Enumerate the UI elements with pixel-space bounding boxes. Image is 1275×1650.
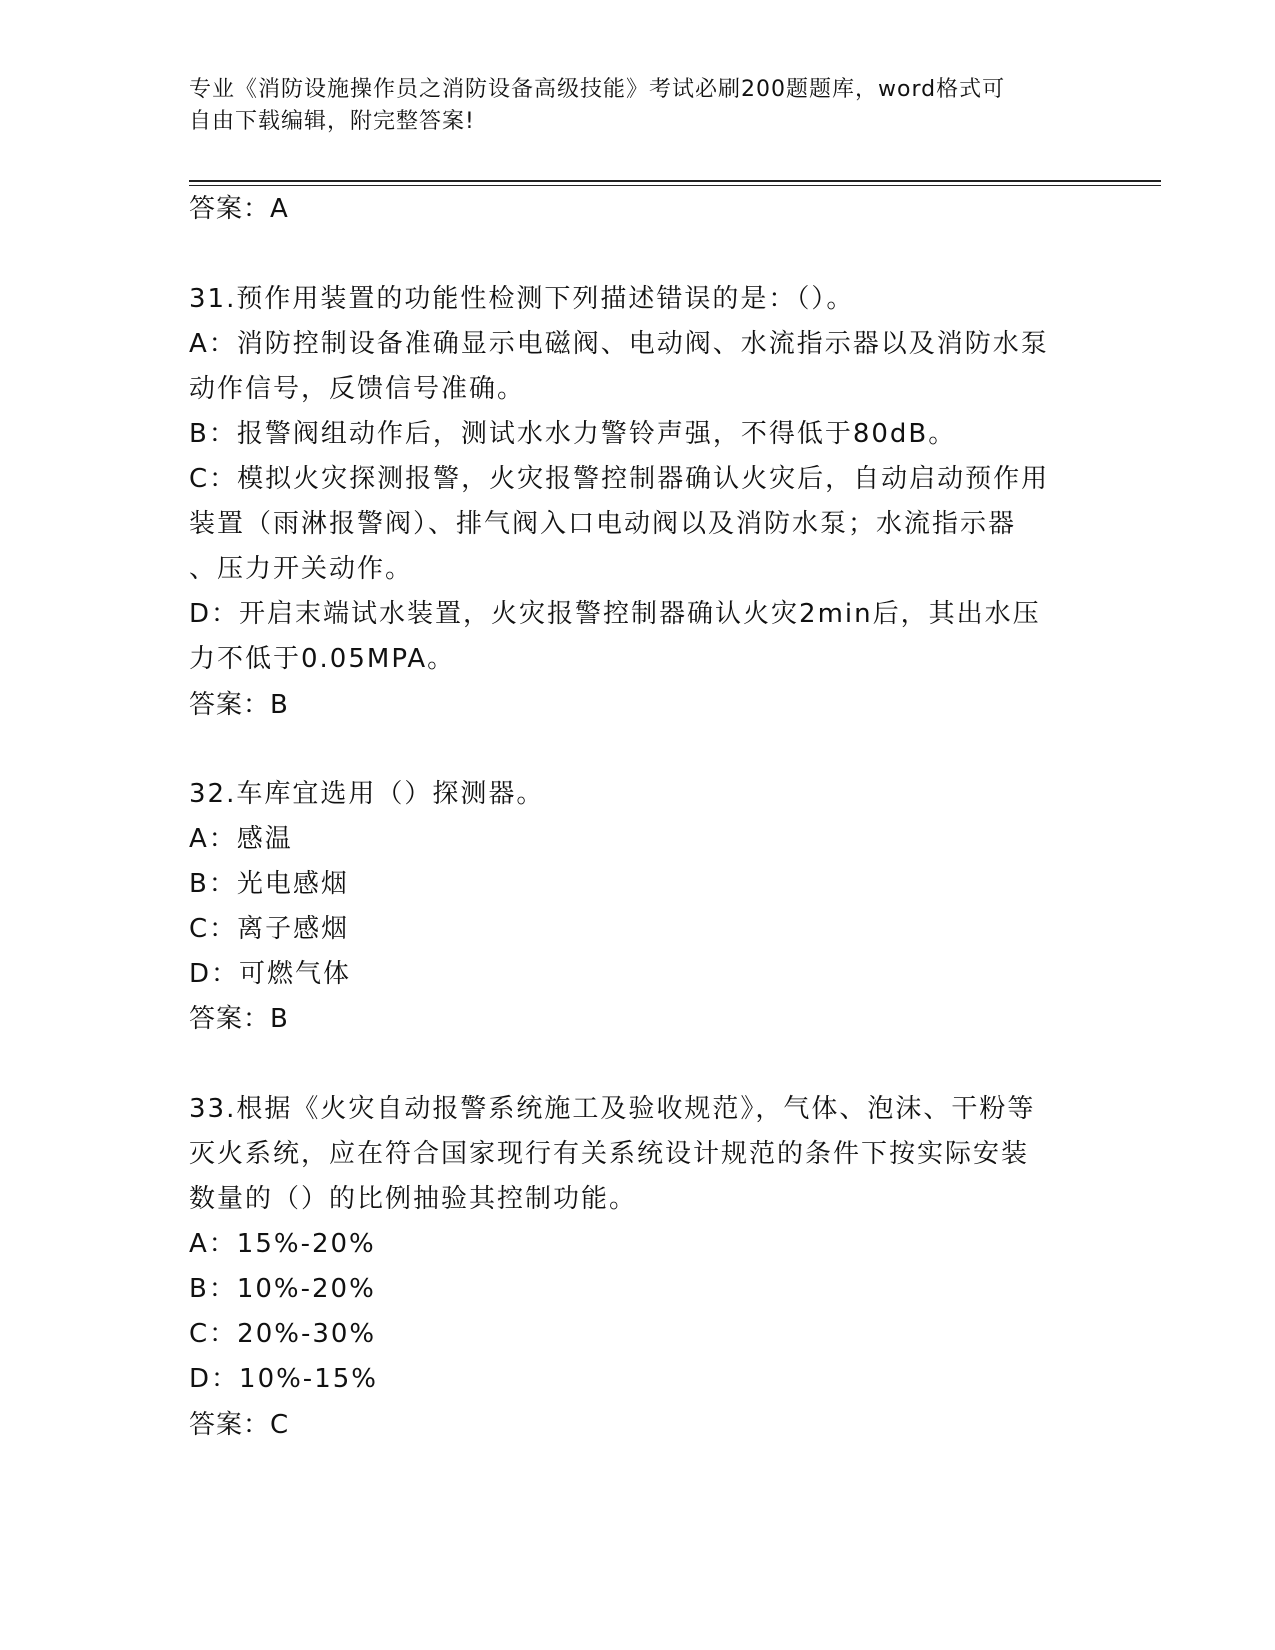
- q32-option-a: A：感温: [189, 824, 293, 854]
- q31-option-c-line1: C：模拟火灾探测报警，火灾报警控制器确认火灾后，自动启动预作用: [189, 464, 1050, 494]
- q31-option-a-line1: A：消防控制设备准确显示电磁阀、电动阀、水流指示器以及消防水泵: [189, 329, 1049, 359]
- q31-option-c-line2: 装置（雨淋报警阀）、排气阀入口电动阀以及消防水泵；水流指示器: [189, 509, 1017, 539]
- q32-option-b: B：光电感烟: [189, 869, 349, 899]
- q33-option-b: B：10%-20%: [189, 1274, 376, 1304]
- q33-stem-line3: 数量的（）的比例抽验其控制功能。: [189, 1184, 638, 1214]
- q31-option-b: B：报警阀组动作后，测试水水力警铃声强，不得低于80dB。: [189, 419, 957, 449]
- q33-stem-line1: 33.根据《火灾自动报警系统施工及验收规范》，气体、泡沫、干粉等: [189, 1094, 1036, 1124]
- q33-option-d: D：10%-15%: [189, 1364, 378, 1394]
- q32-stem: 32.车库宜选用（）探测器。: [189, 779, 545, 809]
- page-header: [189, 74, 1069, 138]
- q31-option-d-line1: D：开启末端试水装置，火灾报警控制器确认火灾2min后，其出水压: [189, 599, 1041, 629]
- header-line-1: 专业《消防设施操作员之消防设备高级技能》考试必刷200题题库，word格式可: [189, 77, 1006, 102]
- prev-answer: 答案：A: [189, 194, 289, 224]
- q31-stem: 31.预作用装置的功能性检测下列描述错误的是：（）。: [189, 284, 855, 314]
- header-divider-thin: [189, 185, 1161, 186]
- q31-option-c-line3: 、压力开关动作。: [189, 554, 414, 584]
- q32-option-d: D：可燃气体: [189, 959, 352, 989]
- q33-option-a: A：15%-20%: [189, 1229, 376, 1259]
- header-line-2: 自由下载编辑，附完整答案!: [189, 109, 475, 134]
- q31-option-d-line2: 力不低于0.05MPA。: [189, 644, 456, 674]
- q33-stem-line2: 灭火系统，应在符合国家现行有关系统设计规范的条件下按实际安装: [189, 1139, 1030, 1169]
- q32-answer: 答案：B: [189, 1004, 289, 1034]
- q32-option-c: C：离子感烟: [189, 914, 350, 944]
- q31-answer: 答案：B: [189, 690, 289, 720]
- q31-option-a-line2: 动作信号，反馈信号准确。: [189, 374, 526, 404]
- q33-option-c: C：20%-30%: [189, 1319, 377, 1349]
- q33-answer: 答案：C: [189, 1410, 290, 1440]
- header-divider-thick: [189, 180, 1161, 182]
